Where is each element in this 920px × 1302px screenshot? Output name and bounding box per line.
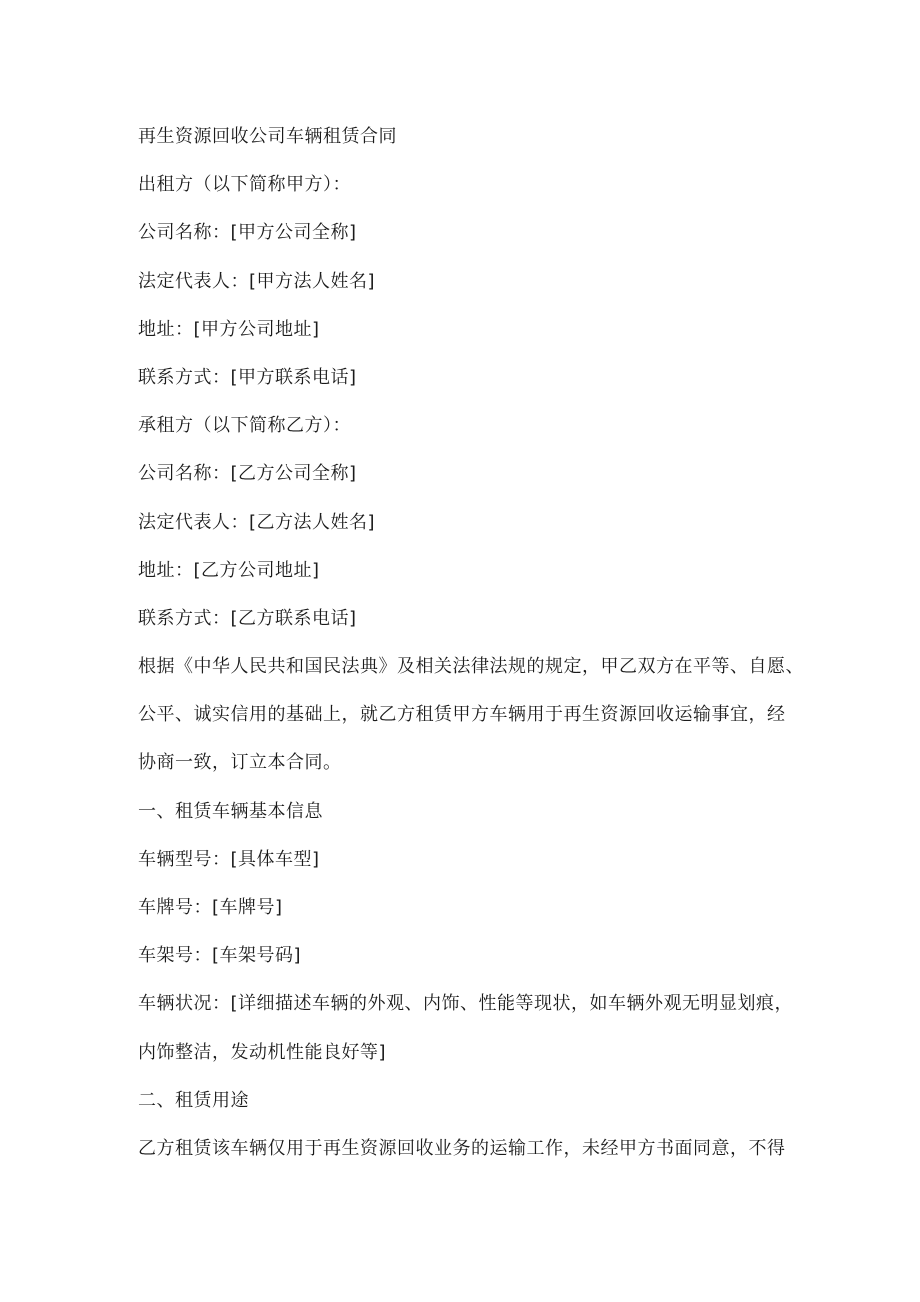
- lessee-heading: 承租方（以下简称乙方）：: [138, 415, 351, 437]
- vehicle-condition-line-1: 车辆状况：[详细描述车辆的外观、内饰、性能等现状，如车辆外观无明显划痕，: [138, 993, 794, 1015]
- lessor-company-name: 公司名称：[甲方公司全称]: [138, 222, 357, 244]
- lessee-contact: 联系方式：[乙方联系电话]: [138, 607, 357, 629]
- vehicle-frame-number: 车架号：[车架号码]: [138, 945, 302, 967]
- usage-clause-line-1: 乙方租赁该车辆仅用于再生资源回收业务的运输工作，未经甲方书面同意，不得: [138, 1137, 786, 1159]
- lessor-heading: 出租方（以下简称甲方）：: [138, 174, 351, 196]
- lessor-contact: 联系方式：[甲方联系电话]: [138, 366, 357, 388]
- preamble-line-2: 公平、诚实信用的基础上，就乙方租赁甲方车辆用于再生资源回收运输事宜，经: [138, 704, 786, 726]
- lessee-address: 地址：[乙方公司地址]: [138, 559, 320, 581]
- lessee-legal-representative: 法定代表人：[乙方法人姓名]: [138, 511, 376, 533]
- preamble-line-3: 协商一致，订立本合同。: [138, 752, 342, 774]
- vehicle-condition-line-2: 内饰整洁，发动机性能良好等]: [138, 1041, 387, 1063]
- vehicle-model: 车辆型号：[具体车型]: [138, 848, 320, 870]
- vehicle-plate: 车牌号：[车牌号]: [138, 897, 283, 918]
- section-2-heading: 二、租赁用途: [138, 1089, 249, 1111]
- section-1-heading: 一、租赁车辆基本信息: [138, 800, 323, 822]
- lessee-company-name: 公司名称：[乙方公司全称]: [138, 463, 357, 485]
- document-title: 再生资源回收公司车辆租赁合同: [138, 126, 397, 147]
- lessor-legal-representative: 法定代表人：[甲方法人姓名]: [138, 270, 376, 292]
- document-page: [138, 113, 838, 1173]
- lessor-address: 地址：[甲方公司地址]: [138, 318, 320, 340]
- preamble-line-1: 根据《中华人民共和国民法典》及相关法律法规的规定，甲乙双方在平等、自愿、: [138, 656, 804, 678]
